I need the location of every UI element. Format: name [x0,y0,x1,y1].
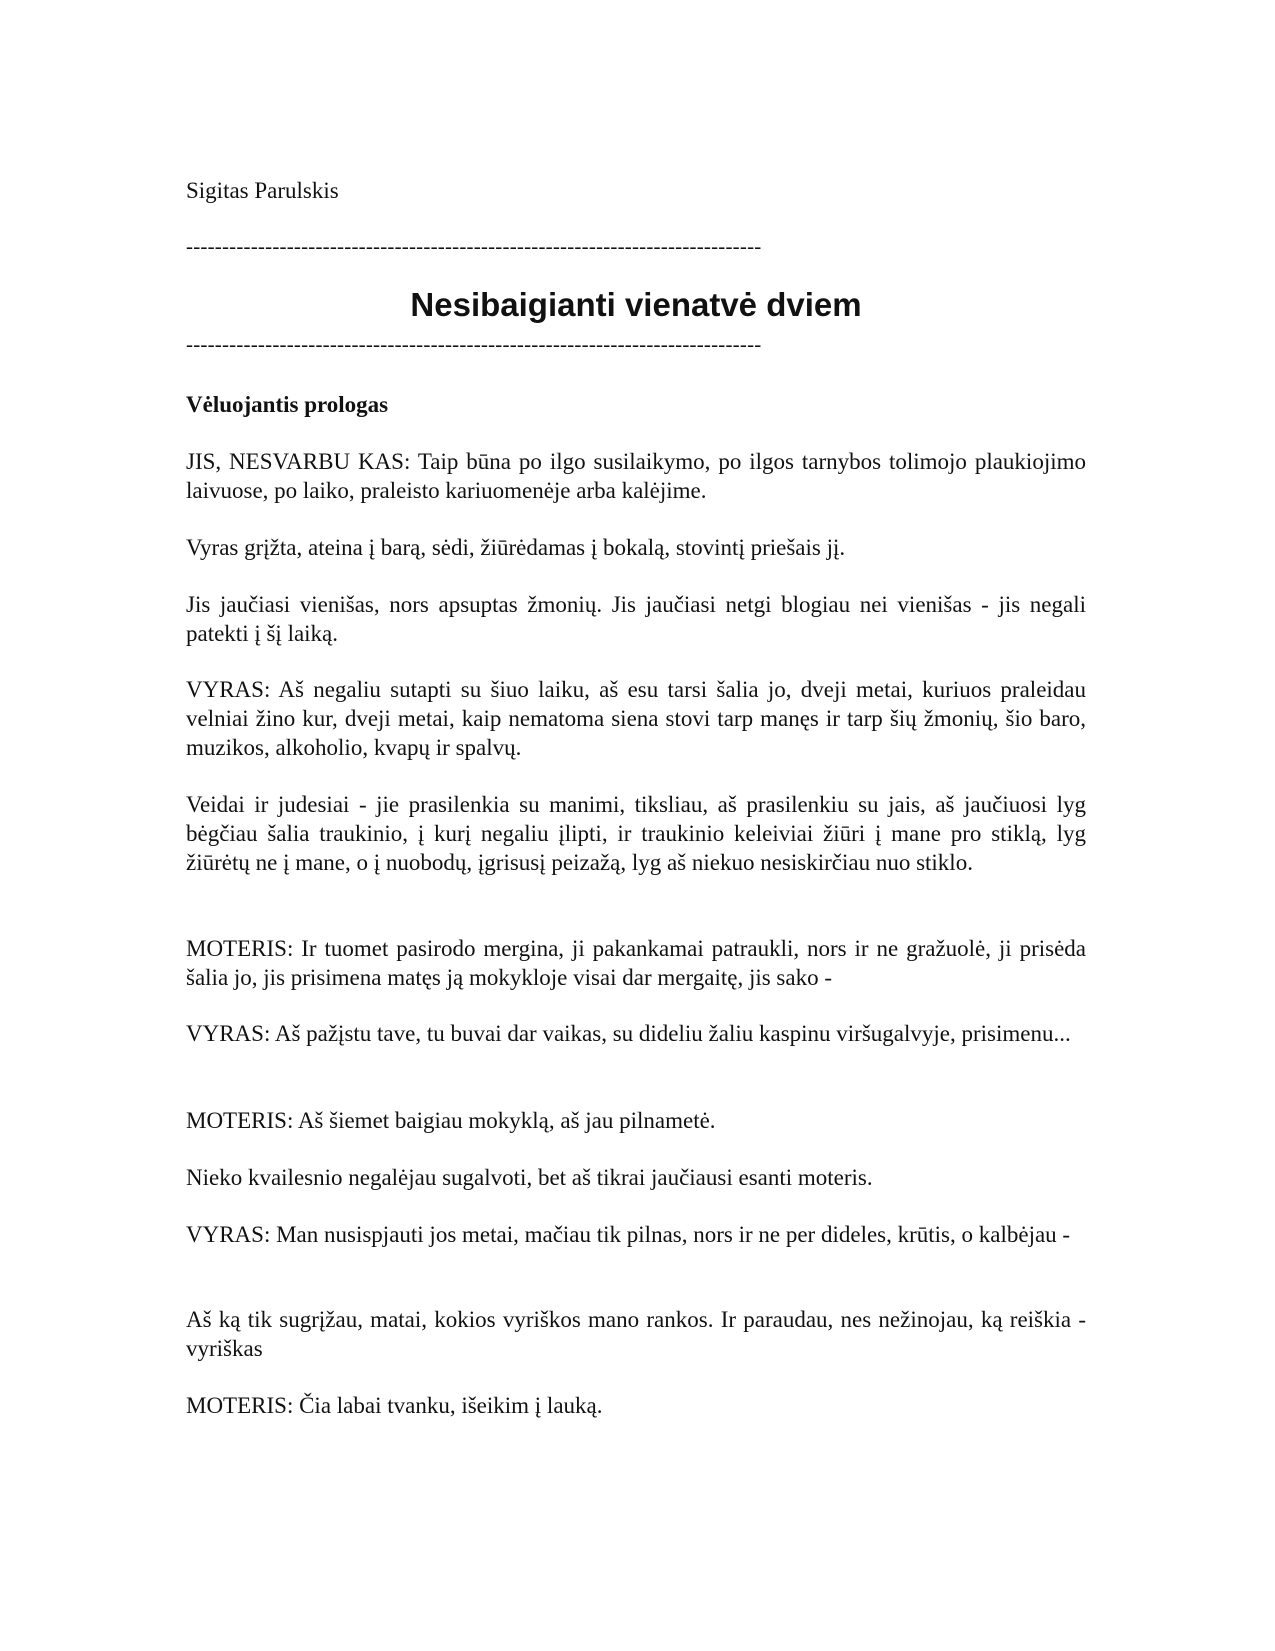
paragraph: Nieko kvailesnio negalėjau sugalvoti, bet aš tikrai jaučiausi esanti moteris. [186,1165,873,1190]
paragraph: Jis jaučiasi vienišas, nors apsuptas žmonių. Jis jaučiasi netgi blogiau nei vienišas - jis negali patekti į šį laiką. [186,592,1086,646]
bottom-divider: -------------------------------------------------------------------------------- [186,332,762,356]
paragraph: VYRAS: Aš negaliu sutapti su šiuo laiku, aš esu tarsi šalia jo, dveji metai, kuriuos praleidau velniai žino kur, dveji metai, kaip nematoma siena stovi tarp manęs ir tarp šių žmonių, šio baro, muzikos, alkoholio, kvapų ir spalvų. [186,677,1086,760]
paragraph: MOTERIS: Ir tuomet pasirodo mergina, ji pakankamai patraukli, nors ir ne gražuolė, ji prisėda šalia jo, jis prisimena matęs ją mokykloje visai dar mergaitę, jis sako - [186,936,1086,990]
paragraph: Veidai ir judesiai - jie prasilenkia su manimi, tiksliau, aš prasilenkiu su jais, aš jaučiuosi lyg bėgčiau šalia traukinio, į kurį negaliu įlipti, ir traukinio keleiviai žiūri į mane pro stiklą, lyg žiūrėtų ne į mane, o į nuobodų, įgrisusį peizažą, lyg aš niekuo nesiskirčiau nuo stiklo. [186,792,1086,875]
paragraph: Aš ką tik sugrįžau, matai, kokios vyriškos mano rankos. Ir paraudau, nes nežinojau, ką reiškia - vyriškas [186,1307,1086,1361]
paragraph: Vyras grįžta, ateina į barą, sėdi, žiūrėdamas į bokalą, stovintį priešais jį. [186,535,846,560]
paragraph: JIS, NESVARBU KAS: Taip būna po ilgo susilaikymo, po ilgos tarnybos tolimojo plaukiojimo laivuose, po laiko, praleisto kariuomenėje arba kalėjime. [186,449,1086,503]
paragraph: MOTERIS: Aš šiemet baigiau mokyklą, aš jau pilnametė. [186,1108,716,1133]
top-divider: -------------------------------------------------------------------------------- [186,234,762,258]
document-title: Nesibaigianti vienatvė dviem [410,286,862,323]
paragraph: MOTERIS: Čia labai tvanku, išeikim į lauką. [186,1393,603,1418]
author-name: Sigitas Parulskis [186,178,339,203]
section-heading: Vėluojantis prologas [186,392,389,417]
paragraph: VYRAS: Aš pažįstu tave, tu buvai dar vaikas, su dideliu žaliu kaspinu viršugalvyje, prisimenu... [186,1021,1071,1046]
paragraph: VYRAS: Man nusispjauti jos metai, mačiau tik pilnas, nors ir ne per dideles, krūtis, o kalbėjau - [186,1222,1071,1247]
